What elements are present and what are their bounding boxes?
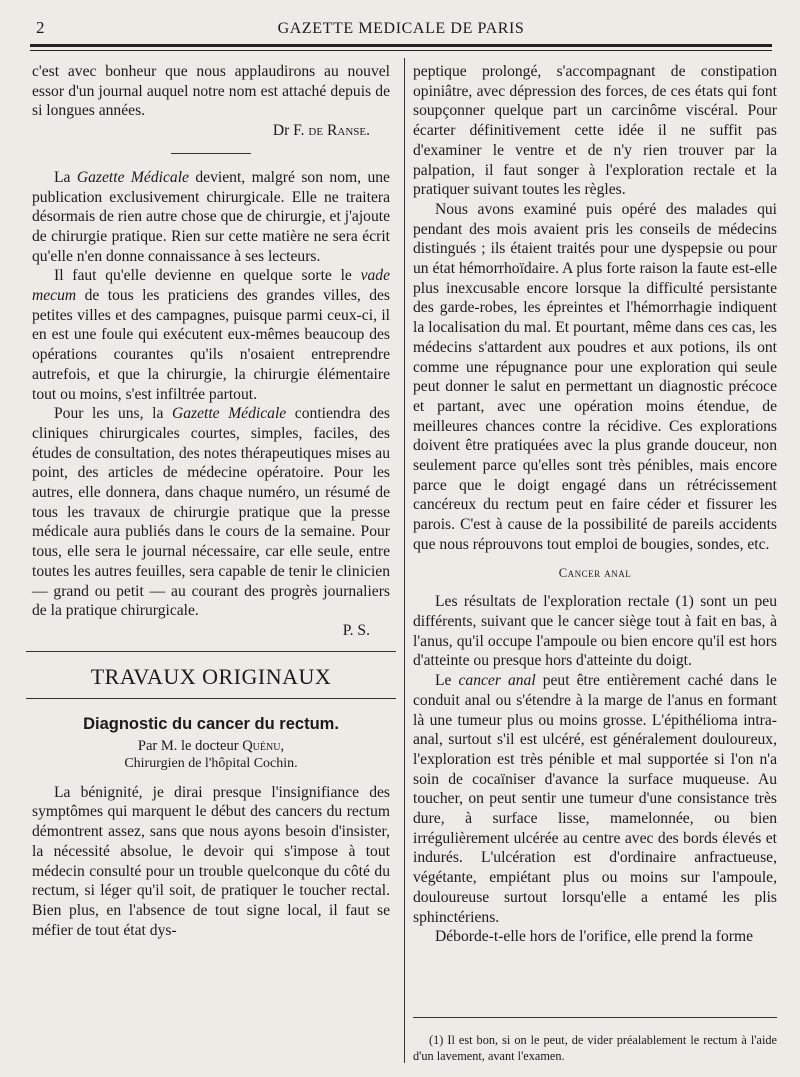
article-title: Diagnostic du cancer du rectum. (83, 714, 339, 733)
paragraph-vade-mecum: Il faut qu'elle devienne en quelque sorte le vade mecum de tous les praticiens des grandes villes, des petites villes et des campagnes, puisque parmi ceux-ci, il en est une foule qui exécutent eux-mêmes beaucoup des opérations courantes qu'ils n'osaient entreprendre autrefois, et que la chirurgie, la chirurgie élémentaire tout ou moins, s'est infiltrée partout. (32, 267, 390, 403)
footnote: (1) Il est bon, si on le peut, de vider préalablement le rectum à l'aide d'un lavement, avant l'examen. (413, 1033, 777, 1063)
subheading-cancer-anal: Cancer anal (558, 565, 632, 580)
footnote-rule (413, 1017, 777, 1018)
section-heading: TRAVAUX ORIGINAUX (90, 663, 332, 689)
article-first-paragraph: La bénignité, je dirai presque l'insignifiance des symptômes qui marquent le début des cancers du rectum démontrent assez, sans que nous ayons besoin d'insister, la nécessité absolue, le devoir qui s'impose à tout médecin consulté pour un trouble quelconque du côté du rectum, si léger qu'il soit, de pratiquer le toucher rectal. Bien plus, en l'absence de tout signe local, il faut se méfier de tout état dys- (32, 783, 390, 939)
author-affiliation: Chirurgien de l'hôpital Cochin. (124, 755, 298, 771)
section-rule-bottom (26, 698, 396, 699)
paragraph-cancer-anal: Le cancer anal peut être entièrement caché dans le conduit anal ou s'étendre à la marge de l'anus en formant là une tumeur plus ou moins grosse. L'épithélioma intra-anal, surtout s'il est ulcéré, est généralement douloureux, l'exploration est très pénible et mal supportée si l'on n'a soin de cocaïniser d'avance la surface muqueuse. Au toucher, on peut sentir une tumeur d'une consistance très dure, à surface lisse, mamelonnée, ou bien irrégulièrement ulcérée au centre avec des bords élevés et indurés. L'ulcération est d'ordinaire anfractueuse, végétante, empiétant plus ou moins sur l'ampoule, douloureuse surtout lorsqu'elle a entamé les plis sphinctériens. (413, 672, 777, 926)
header-thick-rule (30, 44, 772, 47)
paragraph-continuation: peptique prolongé, s'accompagnant de constipation opiniâtre, avec dépression des forces, de ces états qui font soupçonner quelque part un carcinôme viscéral. Pour écarter définitivement cette idée il ne suffit pas d'examiner le ventre et de n'y rien trouver par la palpation, il faut songer à l'exploration rectale et la pratiquer suivant toutes les règles. (413, 63, 777, 199)
intro-paragraph: c'est avec bonheur que nous applaudirons au nouvel essor d'un journal auquel notre nom est attaché depuis de si longues années. (32, 63, 390, 120)
page-header (30, 14, 772, 44)
page-number: 2 (36, 18, 45, 37)
section-rule-top (26, 651, 396, 652)
column-divider (404, 58, 405, 1063)
paragraph-resultats: Les résultats de l'exploration rectale (1) sont un peu différents, suivant que le cancer siège tout à fait en bas, à l'anus, qu'il occupe l'ampoule ou bien encore qu'il est hors d'atteinte ou presque hors d'atteinte du doigt. (413, 593, 777, 670)
paragraph-pour-les-uns: Pour les uns, la Gazette Médicale contiendra des cliniques chirurgicales courtes, simples, faciles, des études de consultation, des notes thérapeutiques mises au point, des articles de médecine opératoire. Pour les autres, elle donnera, dans chaque numéro, un résumé de tous les travaux de chirurgie pratique que la presse médicale aura publiés dans le cours de la semaine. Pour tous, elle sera le journal nécessaire, car elle seule, entre toutes les autres feuilles, sera capable de tenir le clinicien — grand ou petit — au courant des progrès journaliers de la pratique chirurgicale. (32, 405, 390, 620)
paragraph-deborde: Déborde-t-elle hors de l'orifice, elle prend la forme (435, 928, 754, 946)
signature-de-ranse: Dr F. de Ranse. (272, 122, 370, 140)
paragraph-gazette: La Gazette Médicale devient, malgré son nom, une publication exclusivement chirurgicale. Elle ne traitera désormais de rien autre chose que de chirurgie, et j'ajoute de chirurgie pratique. Rien sur cette matière ne sera écrit qu'elle n'en donne connaissance à ses lecteurs. (32, 168, 390, 265)
signature-ps: P. S. (342, 621, 370, 639)
left-column (32, 62, 390, 940)
journal-title: GAZETTE MEDICALE DE PARIS (277, 20, 525, 37)
right-column (413, 62, 777, 947)
paragraph-examine: Nous avons examiné puis opéré des malades qui pendant des mois avaient pris les conseils de médecins distingués ; ils étaient traités pour une dyspepsie ou pour un état hémorrhoïdaire. A plus forte raison la faute est-elle plus inexcusable encore lorsque la difficulté persistante des garde-robes, les épreintes et l'hémorrhagie indiquent la localisation du mal. Et pourtant, même dans ces cas, les médecins s'attardent aux poudres et aux potions, ils ont comme une répugnance pour une exploration qui seule peut donner le salut en permettant un diagnostic précoce et partant, avec une opération moins étendue, de meilleures chances contre la récidive. Ces explorations doivent être pratiquées avec la plus grande douceur, non seulement parce qu'elles sont très pénibles, mais encore parce que le doigt engagé dans un rétrécissement cancéreux du rectum peut en faire céder et fissurer les parois. C'est à cause de la possibilité de pareils accidents que nous réprouvons tout emploi de bougies, sondes, etc. (413, 200, 777, 553)
short-divider (171, 153, 251, 154)
header-thin-rule (30, 50, 772, 51)
article-byline: Par M. le docteur Quénu, (137, 737, 285, 754)
